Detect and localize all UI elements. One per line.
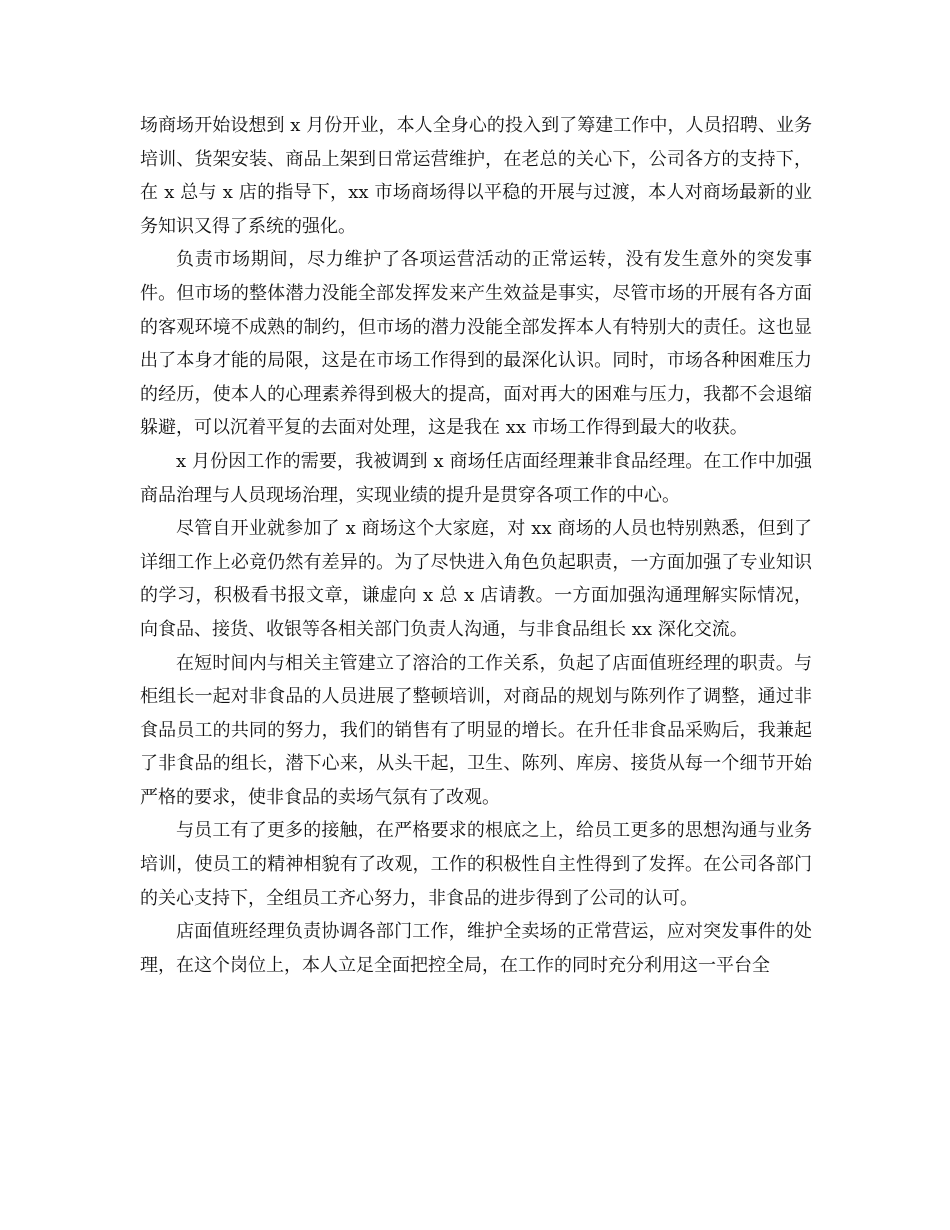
paragraph-4: 尽管自开业就参加了 x 商场这个大家庭，对 xx 商场的人员也特别熟悉，但到了详细工作上必竟仍然有差异的。为了尽快进入角色负起职责，一方面加强了专业知识的学习，积极看书报文章，谦虚向 x 总 x 店请教。一方面加强沟通理解实际情况，向食品、接货、收银等各相关部门负责人沟通，与非食品组长 xx 深化交流。: [140, 518, 812, 640]
paragraph-1: 场商场开始设想到 x 月份开业，本人全身心的投入到了筹建工作中，人员招聘、业务培训、货架安装、商品上架到日常运营维护，在老总的关心下，公司各方的支持下，在 x 总与 x 店的指导下，xx 市场商场得以平稳的开展与过渡，本人对商场最新的业务知识又得了系统的强化。: [140, 115, 812, 237]
paragraph-6: 与员工有了更多的接触，在严格要求的根底之上，给员工更多的思想沟通与业务培训，使员工的精神相貌有了改观，工作的积极性自主性得到了发挥。在公司各部门的关心支持下，全组员工齐心努力，非食品的进步得到了公司的认可。: [140, 820, 812, 909]
paragraph-5: 在短时间内与相关主管建立了溶洽的工作关系，负起了店面值班经理的职责。与柜组长一起对非食品的人员进展了整顿培训，对商品的规划与陈列作了调整，通过非食品员工的共同的努力，我们的销售有了明显的增长。在升任非食品采购后，我兼起了非食品的组长，潜下心来，从头干起，卫生、陈列、库房、接货从每一个细节开始严格的要求，使非食品的卖场气氛有了改观。: [140, 652, 812, 808]
paragraph-7: 店面值班经理负责协调各部门工作，维护全卖场的正常营运，应对突发事件的处理，在这个岗位上，本人立足全面把控全局，在工作的同时充分利用这一平台全: [140, 921, 812, 976]
document-body: [140, 109, 812, 982]
paragraph-2: 负责市场期间，尽力维护了各项运营活动的正常运转，没有发生意外的突发事件。但市场的整体潜力没能全部发挥发来产生效益是事实，尽管市场的开展有各方面的客观环境不成熟的制约，但市场的潜力没能全部发挥本人有特别大的责任。这也显出了本身才能的局限，这是在市场工作得到的最深化认识。同时，市场各种困难压力的经历，使本人的心理素养得到极大的提高，面对再大的困难与压力，我都不会退缩躲避，可以沉着平复的去面对处理，这是我在 xx 市场工作得到最大的收获。: [140, 249, 812, 439]
paragraph-3: x 月份因工作的需要，我被调到 x 商场任店面经理兼非食品经理。在工作中加强商品治理与人员现场治理，实现业绩的提升是贯穿各项工作的中心。: [140, 450, 812, 506]
